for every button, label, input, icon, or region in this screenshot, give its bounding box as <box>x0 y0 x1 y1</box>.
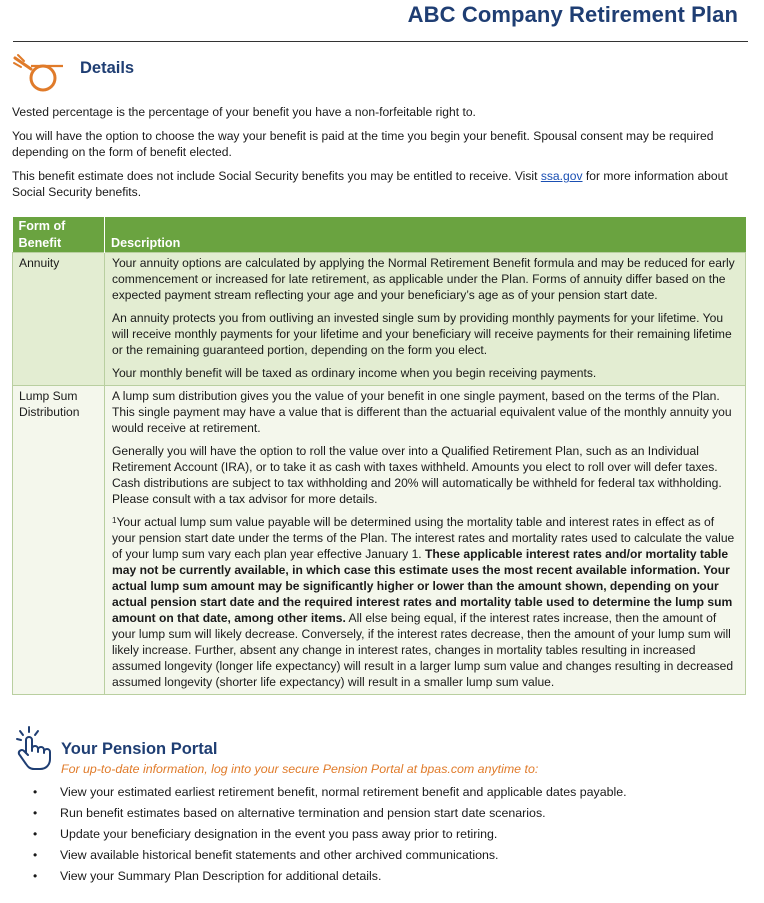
list-item <box>33 845 627 866</box>
magnifier-icon <box>12 52 64 96</box>
bullet-icon: • <box>33 806 38 820</box>
portal-feature-list <box>33 782 627 887</box>
social-security-paragraph <box>12 168 746 200</box>
lump-sum-footnote <box>112 514 738 690</box>
description-cell-lump-sum <box>105 386 746 695</box>
list-item-text: View your estimated earliest retirement benefit, normal retirement benefit and applicable dates payable. <box>60 785 627 799</box>
column-header-description: Description <box>105 217 746 253</box>
list-item-text: View your Summary Plan Description for additional details. <box>60 869 382 883</box>
bullet-icon: • <box>33 869 38 883</box>
page-title: ABC Company Retirement Plan <box>407 2 738 27</box>
ssa-gov-link[interactable]: ssa.gov <box>540 169 583 183</box>
table-row <box>13 386 746 695</box>
list-item <box>33 866 627 887</box>
annuity-paragraph: Your monthly benefit will be taxed as ordinary income when you begin receiving payments. <box>112 366 597 380</box>
bullet-icon: • <box>33 827 38 841</box>
table-header-row <box>13 217 746 253</box>
list-item-text: View available historical benefit statements and other archived communications. <box>60 848 499 862</box>
footnote-intro: Your actual lump sum value payable will be determined using the mortality table and interest rates in effect as of your pension start date under the terms of the Plan. The interest rates and mortality rates used to calculate the value of your lump sum vary each plan year effective January 1. <box>112 515 735 561</box>
footnote-marker: 1 <box>112 516 117 525</box>
social-security-text-end: for more information about Social Security benefits. <box>12 169 728 199</box>
table-row <box>13 253 746 386</box>
bullet-icon: • <box>33 848 38 862</box>
lump-sum-paragraph: A lump sum distribution gives you the value of your benefit in one single payment, based on the terms of the Plan. This single payment may have a value that is different than the actuarial equivalent value of the monthly annuity you would receive at retirement. <box>112 389 732 435</box>
details-heading: Details <box>80 59 135 77</box>
portal-subtitle: For up-to-date information, log into your secure Pension Portal at bpas.com anytime to: <box>61 762 539 776</box>
bullet-icon: • <box>33 785 38 799</box>
payment-option-paragraph: You will have the option to choose the way your benefit is paid at the time you begin your benefit. Spousal consent may be required depending on the form of benefit elected. <box>12 129 714 159</box>
form-cell-lump-sum: Lump Sum Distribution <box>13 386 105 695</box>
list-item-text: Update your beneficiary designation in the event you pass away prior to retiring. <box>60 827 498 841</box>
annuity-paragraph: Your annuity options are calculated by applying the Normal Retirement Benefit formula and may be reduced for early commencement or increased for late retirement, as applicable under the Plan. Forms of annuity differ based on the expected payment stream reflecting your age and your beneficiary’s age as of your pension start date. <box>112 256 735 302</box>
column-header-form: Form of Benefit <box>13 217 105 253</box>
footnote-rest: All else being equal, if the interest rates increase, then the amount of your lump sum will likely decrease. Conversely, if the interest rates decrease, then the amount of your lump sum will likely increase. Further, absent any change in interest rates, changes in mortality tables resulting in increased assumed longevity (longer life expectancy) will result in a larger lump sum value and changes resulting in decreased assumed longevity (shorter life expectancy) will result in a smaller lump sum value. <box>112 611 734 689</box>
social-security-text: This benefit estimate does not include Social Security benefits you may be entitled to receive. Visit <box>12 169 541 183</box>
description-cell-annuity <box>105 253 746 386</box>
lump-sum-paragraph: Generally you will have the option to roll the value over into a Qualified Retirement Plan, such as an Individual Retirement Account (IRA), or to take it as cash with taxes withheld. Amounts you elect to roll over will defer taxes. Cash distributions are subject to tax withholding and 20% will automatically be withheld for federal tax withholding. Please consult with a tax advisor for more details. <box>112 444 722 506</box>
benefit-forms-table <box>12 217 746 695</box>
list-item <box>33 824 627 845</box>
portal-heading: Your Pension Portal <box>61 740 218 758</box>
list-item-text: Run benefit estimates based on alternative termination and pension start date scenarios. <box>60 806 546 820</box>
intro-text <box>12 104 746 208</box>
list-item <box>33 782 627 803</box>
list-item <box>33 803 627 824</box>
header-divider <box>13 41 748 42</box>
form-cell-annuity: Annuity <box>13 253 105 386</box>
vested-paragraph: Vested percentage is the percentage of your benefit you have a non-forfeitable right to. <box>12 105 476 119</box>
footnote-bold-disclaimer: These applicable interest rates and/or mortality table may not be currently available, in which case this estimate uses the most recent available information. Your actual lump sum amount may be significantly higher or lower than the amount shown, depending on your actual pension start date and the required interest rates and mortality table used to determine the lump sum amount on that date, among other items. <box>112 547 733 625</box>
annuity-paragraph: An annuity protects you from outliving an invested single sum by providing monthly payments for your lifetime. You will receive monthly payments for your lifetime and your beneficiary will receive payments for their remaining lifetime or the remaining guaranteed portion, depending on the form you elect. <box>112 311 732 357</box>
pointer-hand-icon <box>12 725 54 771</box>
